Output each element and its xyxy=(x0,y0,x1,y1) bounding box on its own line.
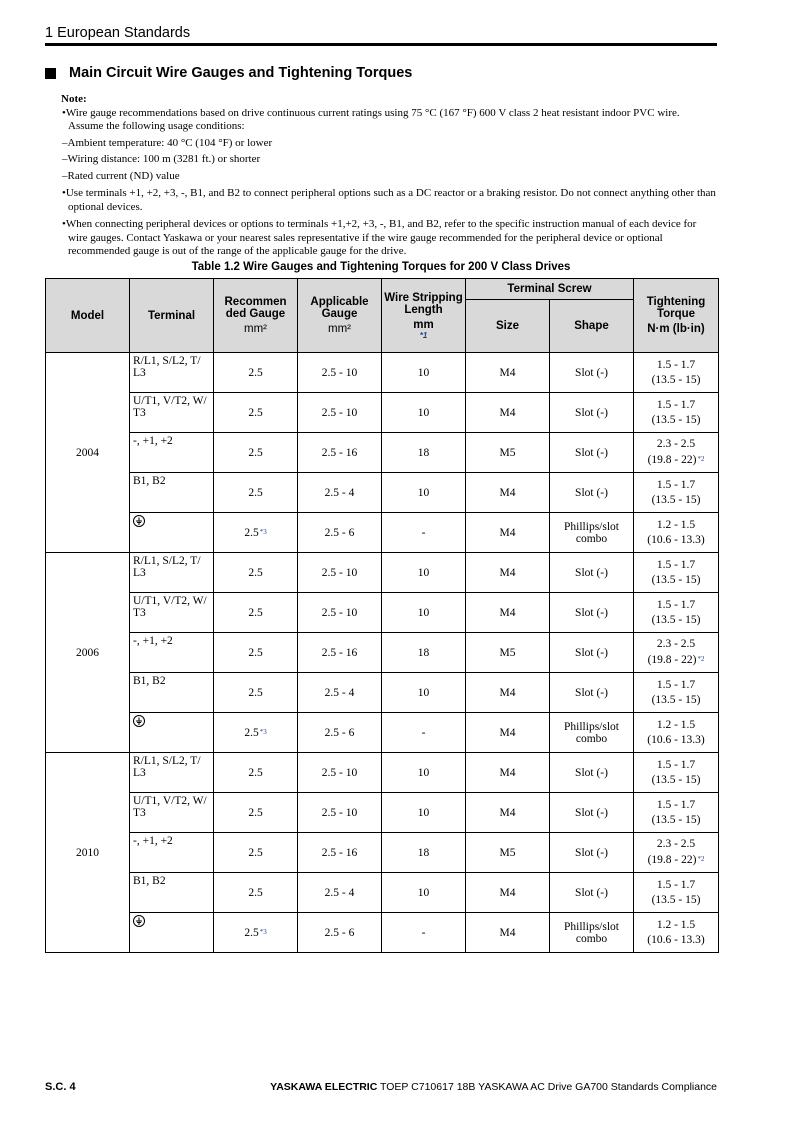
terminal-cell xyxy=(130,513,214,553)
note-text: Wire gauge recommendations based on drive continuous current ratings using 75 °C (167 °F) 600 V class 2 heat resistant indoor PVC wire. Assume the following usage conditions: xyxy=(65,106,680,132)
terminal-cell: -, +1, +2 xyxy=(130,433,214,473)
note-condition: –Wiring distance: 100 m (3281 ft.) or shorter xyxy=(62,153,261,165)
table-row xyxy=(46,913,719,953)
stripping-length-cell: 10 xyxy=(382,793,466,833)
note-condition: –Rated current (ND) value xyxy=(62,169,180,182)
section-title xyxy=(45,65,412,81)
screw-shape-cell: Phillips/slot combo xyxy=(550,713,634,753)
torque-lbin xyxy=(636,452,716,468)
table-row xyxy=(46,513,719,553)
torque-nm: 1.2 - 1.5 xyxy=(656,718,696,731)
table-row xyxy=(46,433,719,473)
cell-value: (13.5 - 15) xyxy=(651,613,701,626)
recommended-gauge-cell xyxy=(214,433,298,473)
cell-value: (10.6 - 13.3) xyxy=(647,933,705,946)
terminal-cell: B1, B2 xyxy=(130,473,214,513)
recommended-gauge-cell xyxy=(214,833,298,873)
screw-size-cell: M4 xyxy=(466,513,550,553)
terminal-cell: U/T1, V/T2, W/ T3 xyxy=(130,593,214,633)
stripping-length-cell: 10 xyxy=(382,593,466,633)
table-caption: Table 1.2 Wire Gauges and Tightening Torques for 200 V Class Drives xyxy=(191,261,571,273)
torque-cell xyxy=(634,793,719,833)
footnote-ref: *1 xyxy=(419,330,428,340)
torque-lbin xyxy=(636,413,716,428)
terminal-cell xyxy=(130,713,214,753)
cell-value: 2.5 xyxy=(244,926,259,939)
cell-value: 2.5 xyxy=(248,566,263,579)
table-row xyxy=(46,673,719,713)
torque-cell xyxy=(634,673,719,713)
table-row xyxy=(46,593,719,633)
table-row xyxy=(46,393,719,433)
stripping-length-cell: 10 xyxy=(382,473,466,513)
wire-gauge-table xyxy=(45,278,719,953)
cell-value: 2.5 xyxy=(248,846,263,859)
note-bullet: •When connecting peripheral devices or options to terminals +1,+2, +3, -, B1, and B2, refer to the specific instruction manual of each device for wire gauges. Contact Yaskawa or your nearest sales representative if the wire gauge recommended for the peripheral device or optional recommended gauge is out of the range of the applicable gauge for the drive. xyxy=(62,218,697,257)
table-row xyxy=(46,633,719,673)
torque-lbin xyxy=(636,373,716,388)
stripping-length-cell: - xyxy=(382,513,466,553)
recommended-gauge-cell xyxy=(214,873,298,913)
torque-nm: 1.2 - 1.5 xyxy=(656,518,696,531)
torque-cell xyxy=(634,553,719,593)
applicable-gauge-cell: 2.5 - 6 xyxy=(298,713,382,753)
torque-lbin xyxy=(636,733,716,748)
torque-nm: 1.5 - 1.7 xyxy=(656,478,696,491)
stripping-length-cell: 10 xyxy=(382,873,466,913)
torque-cell xyxy=(634,433,719,473)
recommended-gauge-cell xyxy=(214,473,298,513)
applicable-gauge-cell: 2.5 - 16 xyxy=(298,633,382,673)
torque-cell xyxy=(634,833,719,873)
screw-size-cell: M5 xyxy=(466,433,550,473)
stripping-length-cell: 18 xyxy=(382,633,466,673)
cell-value: 2.5 xyxy=(248,446,263,459)
screw-shape-cell: Slot (-) xyxy=(550,553,634,593)
chapter-header: 1 European Standards xyxy=(45,25,717,46)
header-stripping-length xyxy=(382,279,466,353)
torque-lbin xyxy=(636,493,716,508)
screw-size-cell: M4 xyxy=(466,873,550,913)
table-row xyxy=(46,793,719,833)
header-label: Applicable Gauge xyxy=(310,296,369,320)
torque-lbin xyxy=(636,773,716,788)
recommended-gauge-cell xyxy=(214,673,298,713)
stripping-length-cell: 10 xyxy=(382,553,466,593)
cell-value: 2.5 xyxy=(248,646,263,659)
cell-value: 2.5 xyxy=(248,806,263,819)
screw-shape-cell: Phillips/slot combo xyxy=(550,913,634,953)
header-unit: mm² xyxy=(328,323,351,335)
table-row xyxy=(46,353,719,393)
torque-nm: 1.5 - 1.7 xyxy=(656,878,696,891)
screw-shape-cell: Slot (-) xyxy=(550,833,634,873)
screw-shape-cell: Slot (-) xyxy=(550,393,634,433)
terminal-cell: U/T1, V/T2, W/ T3 xyxy=(130,393,214,433)
screw-shape-cell: Slot (-) xyxy=(550,673,634,713)
screw-shape-cell: Slot (-) xyxy=(550,353,634,393)
header-unit: mm² xyxy=(244,323,267,335)
footer-doc-title: TOEP C710617 18B YASKAWA AC Drive GA700 Standards Compliance xyxy=(377,1081,717,1093)
footnote-ref: *3 xyxy=(259,927,267,936)
stripping-length-cell: 10 xyxy=(382,393,466,433)
cell-value: 2.5 xyxy=(248,486,263,499)
applicable-gauge-cell: 2.5 - 4 xyxy=(298,873,382,913)
screw-shape-cell: Phillips/slot combo xyxy=(550,513,634,553)
torque-cell xyxy=(634,593,719,633)
torque-lbin xyxy=(636,893,716,908)
terminal-cell: R/L1, S/L2, T/ L3 xyxy=(130,753,214,793)
torque-lbin xyxy=(636,533,716,548)
cell-value: (10.6 - 13.3) xyxy=(647,733,705,746)
torque-cell xyxy=(634,753,719,793)
recommended-gauge-cell xyxy=(214,593,298,633)
cell-value: (13.5 - 15) xyxy=(651,893,701,906)
footnote-ref: *2 xyxy=(697,455,705,463)
screw-shape-cell: Slot (-) xyxy=(550,793,634,833)
applicable-gauge-cell: 2.5 - 10 xyxy=(298,593,382,633)
screw-shape-cell: Slot (-) xyxy=(550,433,634,473)
screw-size-cell: M4 xyxy=(466,793,550,833)
screw-size-cell: M4 xyxy=(466,593,550,633)
cell-value: 2.5 xyxy=(248,686,263,699)
screw-size-cell: M4 xyxy=(466,353,550,393)
recommended-gauge-cell xyxy=(214,513,298,553)
recommended-gauge-cell xyxy=(214,713,298,753)
table-row xyxy=(46,553,719,593)
model-cell: 2006 xyxy=(46,553,130,753)
cell-value: (19.8 - 22) xyxy=(647,454,697,466)
applicable-gauge-cell: 2.5 - 10 xyxy=(298,393,382,433)
screw-shape-cell: Slot (-) xyxy=(550,633,634,673)
torque-nm: 1.5 - 1.7 xyxy=(656,678,696,691)
torque-cell xyxy=(634,473,719,513)
applicable-gauge-cell: 2.5 - 6 xyxy=(298,513,382,553)
screw-shape-cell: Slot (-) xyxy=(550,473,634,513)
applicable-gauge-cell: 2.5 - 4 xyxy=(298,473,382,513)
torque-cell xyxy=(634,873,719,913)
cell-value: (10.6 - 13.3) xyxy=(647,533,705,546)
recommended-gauge-cell xyxy=(214,793,298,833)
header-unit: N·m (lb·in) xyxy=(647,323,705,335)
cell-value: 2.5 xyxy=(248,886,263,899)
note-heading: Note: xyxy=(61,93,87,105)
recommended-gauge-cell xyxy=(214,633,298,673)
torque-lbin xyxy=(636,693,716,708)
screw-shape-cell: Slot (-) xyxy=(550,873,634,913)
footnote-ref: *2 xyxy=(697,655,705,663)
note-bullet: •Use terminals +1, +2, +3, -, B1, and B2 to connect peripheral options such as a DC reactor or a braking resistor. Do not connect anything other than optional devices. xyxy=(62,187,716,213)
torque-lbin xyxy=(636,933,716,948)
screw-size-cell: M4 xyxy=(466,393,550,433)
torque-nm: 1.2 - 1.5 xyxy=(656,918,696,931)
cell-value: (13.5 - 15) xyxy=(651,693,701,706)
screw-size-cell: M4 xyxy=(466,553,550,593)
terminal-cell xyxy=(130,913,214,953)
stripping-length-cell: - xyxy=(382,713,466,753)
torque-nm: 1.5 - 1.7 xyxy=(656,358,696,371)
note-text: Use terminals +1, +2, +3, -, B1, and B2 to connect peripheral options such as a DC reactor or a braking resistor. Do not connect anything other than optional devices. xyxy=(65,187,716,213)
note-bullet: •Wire gauge recommendations based on drive continuous current ratings using 75 °C (167 °F) 600 V class 2 heat resistant indoor PVC wire. Assume the following usage conditions: xyxy=(62,106,680,132)
applicable-gauge-cell: 2.5 - 10 xyxy=(298,553,382,593)
torque-cell xyxy=(634,513,719,553)
applicable-gauge-cell: 2.5 - 16 xyxy=(298,433,382,473)
table-row xyxy=(46,833,719,873)
note-condition: –Ambient temperature: 40 °C (104 °F) or lower xyxy=(62,136,273,149)
header-label: Wire Stripping Length xyxy=(384,291,463,316)
recommended-gauge-cell xyxy=(214,753,298,793)
torque-cell xyxy=(634,913,719,953)
stripping-length-cell: - xyxy=(382,913,466,953)
screw-size-cell: M4 xyxy=(466,473,550,513)
header-applicable-gauge xyxy=(298,279,382,353)
terminal-cell: R/L1, S/L2, T/ L3 xyxy=(130,553,214,593)
note-text: When connecting peripheral devices or options to terminals +1,+2, +3, -, B1, and B2, refer to the specific instruction manual of each device for wire gauges. Contact Yaskawa or your nearest sales representative if the wire gauge recommended for the peripheral device or optional recommended gauge is out of the range of the applicable gauge for the drive. xyxy=(65,218,697,257)
cell-value: 2.5 xyxy=(244,526,259,539)
screw-size-cell: M5 xyxy=(466,833,550,873)
header-label: Recommen ded Gauge xyxy=(224,296,287,320)
torque-nm: 1.5 - 1.7 xyxy=(656,398,696,411)
footnote-ref: *3 xyxy=(259,727,267,736)
applicable-gauge-cell: 2.5 - 10 xyxy=(298,753,382,793)
screw-size-cell: M4 xyxy=(466,753,550,793)
screw-shape-cell: Slot (-) xyxy=(550,753,634,793)
footer-document-info xyxy=(270,1081,717,1093)
cell-value: (19.8 - 22) xyxy=(647,854,697,866)
terminal-cell: U/T1, V/T2, W/ T3 xyxy=(130,793,214,833)
torque-nm: 1.5 - 1.7 xyxy=(656,758,696,771)
recommended-gauge-cell xyxy=(214,393,298,433)
stripping-length-cell: 10 xyxy=(382,353,466,393)
screw-shape-cell: Slot (-) xyxy=(550,593,634,633)
square-bullet-icon xyxy=(45,68,56,79)
model-cell: 2004 xyxy=(46,353,130,553)
header-tightening-torque xyxy=(634,279,719,353)
header-size: Size xyxy=(466,300,550,353)
applicable-gauge-cell: 2.5 - 6 xyxy=(298,913,382,953)
torque-lbin xyxy=(636,573,716,588)
ground-icon xyxy=(133,915,145,927)
cell-value: 2.5 xyxy=(248,606,263,619)
header-label: Tightening Torque xyxy=(646,296,706,320)
terminal-cell: -, +1, +2 xyxy=(130,833,214,873)
table-row xyxy=(46,873,719,913)
ground-icon xyxy=(133,515,145,527)
header-shape: Shape xyxy=(550,300,634,353)
torque-cell xyxy=(634,353,719,393)
recommended-gauge-cell xyxy=(214,913,298,953)
torque-nm: 2.3 - 2.5 xyxy=(656,438,696,450)
torque-cell xyxy=(634,393,719,433)
torque-nm: 2.3 - 2.5 xyxy=(656,838,696,850)
stripping-length-cell: 10 xyxy=(382,753,466,793)
screw-size-cell: M4 xyxy=(466,673,550,713)
screw-size-cell: M4 xyxy=(466,913,550,953)
cell-value: 2.5 xyxy=(248,366,263,379)
cell-value: (13.5 - 15) xyxy=(651,573,701,586)
cell-value: (13.5 - 15) xyxy=(651,373,701,386)
torque-nm: 1.5 - 1.7 xyxy=(656,558,696,571)
table-body xyxy=(46,353,719,953)
torque-nm: 2.3 - 2.5 xyxy=(656,638,696,650)
cell-value: (13.5 - 15) xyxy=(651,413,701,426)
terminal-cell: B1, B2 xyxy=(130,673,214,713)
cell-value: 2.5 xyxy=(248,406,263,419)
torque-lbin xyxy=(636,813,716,828)
header-unit: mm xyxy=(413,318,434,331)
table-row xyxy=(46,473,719,513)
table-row xyxy=(46,713,719,753)
applicable-gauge-cell: 2.5 - 10 xyxy=(298,793,382,833)
cell-value: (13.5 - 15) xyxy=(651,773,701,786)
page-number: S.C. 4 xyxy=(45,1081,76,1093)
cell-value: (13.5 - 15) xyxy=(651,813,701,826)
header-terminal-screw: Terminal Screw xyxy=(466,279,634,300)
header-recommended-gauge xyxy=(214,279,298,353)
section-title-text: Main Circuit Wire Gauges and Tightening Torques xyxy=(69,65,413,81)
footer-brand: YASKAWA ELECTRIC xyxy=(270,1081,378,1093)
stripping-length-cell: 18 xyxy=(382,433,466,473)
cell-value: 2.5 xyxy=(244,726,259,739)
recommended-gauge-cell xyxy=(214,353,298,393)
notes-block xyxy=(61,93,717,259)
footnote-ref: *2 xyxy=(697,855,705,863)
torque-lbin xyxy=(636,652,716,668)
table-row xyxy=(46,753,719,793)
header-terminal: Terminal xyxy=(130,279,214,353)
torque-cell xyxy=(634,633,719,673)
stripping-length-cell: 18 xyxy=(382,833,466,873)
torque-lbin xyxy=(636,852,716,868)
terminal-cell: R/L1, S/L2, T/ L3 xyxy=(130,353,214,393)
stripping-length-cell: 10 xyxy=(382,673,466,713)
applicable-gauge-cell: 2.5 - 4 xyxy=(298,673,382,713)
applicable-gauge-cell: 2.5 - 16 xyxy=(298,833,382,873)
screw-size-cell: M4 xyxy=(466,713,550,753)
model-cell: 2010 xyxy=(46,753,130,953)
footnote-ref: *3 xyxy=(259,527,267,536)
cell-value: 2.5 xyxy=(248,766,263,779)
recommended-gauge-cell xyxy=(214,553,298,593)
torque-lbin xyxy=(636,613,716,628)
torque-cell xyxy=(634,713,719,753)
applicable-gauge-cell: 2.5 - 10 xyxy=(298,353,382,393)
ground-icon xyxy=(133,715,145,727)
terminal-cell: B1, B2 xyxy=(130,873,214,913)
header-model: Model xyxy=(46,279,130,353)
terminal-cell: -, +1, +2 xyxy=(130,633,214,673)
cell-value: (19.8 - 22) xyxy=(647,654,697,666)
cell-value: (13.5 - 15) xyxy=(651,493,701,506)
torque-nm: 1.5 - 1.7 xyxy=(656,598,696,611)
screw-size-cell: M5 xyxy=(466,633,550,673)
torque-nm: 1.5 - 1.7 xyxy=(656,798,696,811)
